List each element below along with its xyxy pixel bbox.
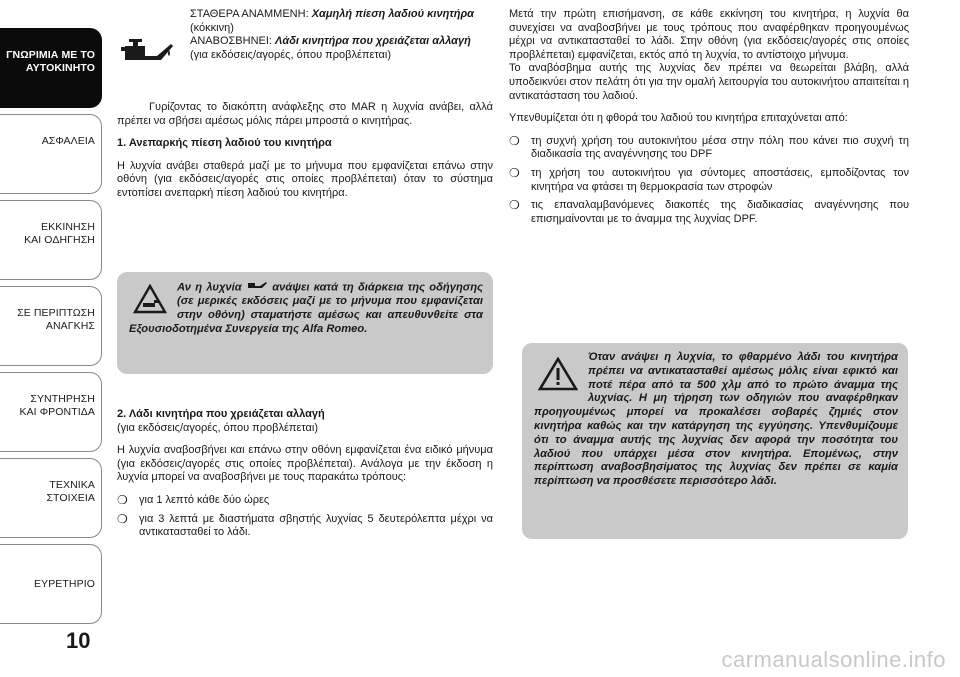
steady-meaning: Χαμηλή πίεση λαδιού κινητήρα bbox=[311, 8, 474, 20]
tab-safety[interactable]: ΑΣΦΑΛΕΙΑ bbox=[0, 114, 102, 194]
page-number: 10 bbox=[66, 628, 91, 653]
tab-emergency[interactable]: ΣΕ ΠΕΡΙΠΤΩΣΗ ΑΝΑΓΚΗΣ bbox=[0, 286, 102, 366]
oil-pressure-icon bbox=[117, 30, 177, 80]
warning1-text: ανάψει κατά τη διάρκεια της οδήγησης (σε μερικές εκδόσεις μαζί με το μήνυμα που εμφανίζεται στην οθόνη) σταματήστε αμέσως και απευθυνθείτε στα Εξουσιοδοτημένα Συνεργεία της Alfa Romeo. bbox=[129, 281, 484, 335]
left-column bbox=[117, 101, 493, 210]
watermark: carmanualsonline.info bbox=[721, 647, 946, 672]
paragraph-not-a-fault: Το αναβόσβημα αυτής της λυχνίας δεν πρέπει να θεωρείται βλάβη, αλλά υποδεικνύει στον πελάτη ότι για την ομαλή λειτουργία του αυτοκινήτου απαιτείται η αντικατάσταση του λαδιού. bbox=[509, 62, 909, 102]
list-item-text: τις επαναλαμβανόμενες διακοπές της διαδικασίας αναγέννησης που επισημαίνονται με το άναμμα της λυχνίας DPF. bbox=[531, 199, 909, 225]
section1-body: Η λυχνία ανάβει σταθερά μαζί με το μήνυμα που εμφανίζεται επάνω στην οθόνη (για εκδόσεις/αγορές στις οποίες προβλέπεται) όταν το σύστημα εντοπίσει ανεπαρκή πίεση λαδιού του κινητήρα. bbox=[117, 159, 493, 199]
light-status-legend bbox=[190, 8, 490, 62]
warning-triangle-icon bbox=[133, 284, 167, 319]
warning2-text: Όταν ανάψει η λυχνία, το φθαρμένο λάδι του κινητήρα πρέπει να αντικατασταθεί αμέσως μόλις είναι εφικτό και ποτέ πέρα από τα 500 χλμ από το πρώτο άναμμα της λυχνίας. Η μη τήρηση των οδηγιών που αναφέρθηκαν προηγουμένως μπορεί να προκαλέσει σοβαρές ζημιές στον κινητήρα καθώς και την κατάργηση της εγγύησης. Υπενθυμίζουμε ότι το άναμμα αυτής της λυχνίας δεν αφορά την ποσότητα του λαδιού που υπάρχει μέσα στον κινητήρα. Επομένως, στην περίπτωση αναβοσβησίματος της λυχνίας δεν πρέπει σε καμία περίπτωση να προσθέσετε περισσότερο λάδι. bbox=[534, 351, 898, 488]
oil-wear-causes-list bbox=[509, 135, 909, 227]
tab-index[interactable]: ΕΥΡΕΤΗΡΙΟ bbox=[0, 544, 102, 624]
list-item-text: τη συχνή χρήση του αυτοκινήτου μέσα στην πόλη που κάνει πιο συχνή τη διαδικασία της αναγέννησης του DPF bbox=[531, 134, 909, 161]
list-item bbox=[509, 167, 909, 194]
tab-starting-driving[interactable]: ΕΚΚΙΝΗΣΗ ΚΑΙ ΟΔΗΓΗΣΗ bbox=[0, 200, 102, 280]
list-item-text: για 3 λεπτά με διαστήματα σβηστής λυχνίας 5 δευτερόλεπτα μέχρι να αντικατασταθεί το λάδι. bbox=[139, 512, 493, 539]
paragraph-oil-wear: Υπενθυμίζεται ότι η φθορά του λαδιού του κινητήρα επιταχύνεται από: bbox=[509, 112, 848, 125]
blink-label: ΑΝΑΒΟΣΒΗΝΕΙ: bbox=[190, 35, 272, 48]
section2-body: Η λυχνία αναβοσβήνει και επάνω στην οθόνη εμφανίζεται ένα ειδικό μήνυμα (για εκδόσεις/αγορές στις οποίες προβλέπεται). Ανάλογα με την έκδοση η λυχνία μπορεί να αναβοσβήνει με τους παρακάτω τρόπους: bbox=[117, 444, 493, 484]
warning-exclamation-icon bbox=[538, 357, 578, 396]
section2-title: 2. Λάδι κινητήρα που χρειάζεται αλλαγή bbox=[117, 408, 325, 420]
chapter-sidebar bbox=[0, 0, 104, 677]
blink-note: (για εκδόσεις/αγορές, όπου προβλέπεται) bbox=[190, 48, 392, 61]
warning-box-oil-change bbox=[522, 343, 908, 539]
section1-title: 1. Ανεπαρκής πίεση λαδιού του κινητήρα bbox=[117, 137, 332, 150]
bullet-icon: ❍ bbox=[509, 198, 520, 213]
left-column-section2 bbox=[117, 408, 493, 549]
list-item bbox=[117, 494, 493, 508]
list-item bbox=[117, 513, 493, 540]
section2-subtitle: (για εκδόσεις/αγορές, όπου προβλέπεται) bbox=[117, 421, 319, 434]
oil-lamp-icon bbox=[246, 280, 268, 295]
list-item bbox=[509, 135, 909, 162]
bullet-icon: ❍ bbox=[509, 133, 520, 148]
warning-box-oil-pressure bbox=[117, 272, 493, 374]
paragraph-after-first-signal: Μετά την πρώτη επισήμανση, σε κάθε εκκίνηση του κινητήρα, η λυχνία θα συνεχίσει να αναβοσβήνει με τους τρόπους που αναφέρθηκαν προηγουμένως μέχρι να αντικατασταθεί το λάδι. Στην οθόνη (για εκδόσεις/αγορές στις οποίες προβλέπεται) εμφανίζεται, εκτός από τη λυχνία, το αντίστοιχο μήνυμα. bbox=[509, 8, 909, 61]
intro-paragraph: Γυρίζοντας το διακόπτη ανάφλεξης στο MAR η λυχνία ανάβει, αλλά πρέπει να σβήσει αμέσως μόλις πάρει μπροστά ο κινητήρας. bbox=[117, 101, 493, 127]
list-item bbox=[509, 199, 909, 226]
list-item-text: για 1 λεπτό κάθε δύο ώρες bbox=[139, 493, 270, 506]
bullet-icon: ❍ bbox=[117, 511, 128, 526]
blink-modes-list bbox=[117, 494, 493, 540]
right-column bbox=[509, 8, 909, 235]
steady-label: ΣΤΑΘΕΡΑ ΑΝΑΜΜΕΝΗ: bbox=[190, 8, 309, 20]
tab-technical-data[interactable]: ΤΕΧΝΙΚΑ ΣΤΟΙΧΕΙΑ bbox=[0, 458, 102, 538]
list-item-text: τη χρήση του αυτοκινήτου για σύντομες αποστάσεις, εμποδίζοντας τον κινητήρα να φτάσει τη θερμοκρασία των στροφών bbox=[531, 166, 909, 193]
warning1-text-pre: Αν η λυχνία bbox=[177, 281, 242, 294]
steady-color: (κόκκινη) bbox=[190, 21, 234, 34]
tab-vehicle-overview[interactable]: ΓΝΩΡΙΜΙΑ ΜΕ ΤΟ ΑΥΤΟΚΙΝΗΤΟ bbox=[0, 28, 102, 108]
blink-meaning: Λάδι κινητήρα που χρειάζεται αλλαγή bbox=[275, 35, 471, 48]
tab-maintenance[interactable]: ΣΥΝΤΗΡΗΣΗ ΚΑΙ ΦΡΟΝΤΙΔΑ bbox=[0, 372, 102, 452]
bullet-icon: ❍ bbox=[509, 165, 520, 180]
bullet-icon: ❍ bbox=[117, 492, 128, 507]
